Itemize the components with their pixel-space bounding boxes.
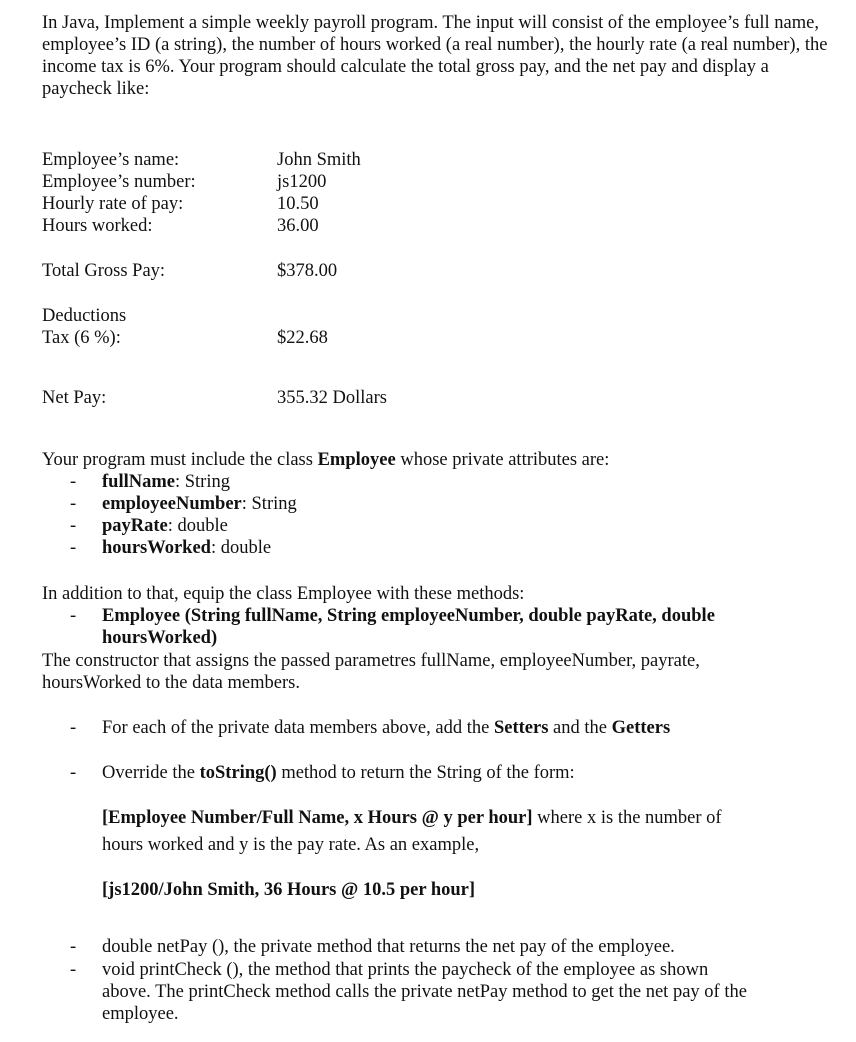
format-pattern: [Employee Number/Full Name, x Hours @ y per hour] <box>102 808 533 828</box>
bullet-dash: - <box>70 718 77 738</box>
attribute-name: payRate <box>102 516 168 536</box>
bullet-dash: - <box>70 606 77 626</box>
attribute-name: employeeNumber <box>102 494 242 514</box>
employee-number-label: Employee’s number: <box>42 172 196 192</box>
printcheck-line1: void printCheck (), the method that prints the paycheck of the employee as shown <box>102 960 709 980</box>
gross-pay-label: Total Gross Pay: <box>42 261 166 281</box>
netpay-item: double netPay (), the private method that returns the net pay of the employee. <box>102 937 675 957</box>
methods-intro: In addition to that, equip the class Employee with these methods: <box>42 584 525 604</box>
gross-pay-value: $378.00 <box>277 261 338 281</box>
attribute-item <box>0 515 856 537</box>
tostring-item <box>102 762 575 784</box>
constructor-desc-line2: hoursWorked to the data members. <box>42 673 300 693</box>
bullet-dash: - <box>70 538 77 558</box>
tostring-pre: Override the <box>102 763 200 783</box>
printcheck-line2: above. The printCheck method calls the private netPay method to get the net pay of the <box>102 982 747 1002</box>
attribute-type: : String <box>174 472 230 492</box>
bullet-dash: - <box>70 937 77 957</box>
employee-number-value: js1200 <box>277 172 327 192</box>
intro-paragraph: In Java, Implement a simple weekly payroll program. The input will consist of the employee’s full name, employee’s ID (a string), the number of hours worked (a real number), the hourly rate (a real number), the income tax is 6%. Your program should calculate the total gross pay, and the net pay and display a paycheck like: <box>42 13 828 99</box>
printcheck-line3: employee. <box>102 1004 179 1024</box>
getters-term: Getters <box>611 718 671 738</box>
setters-term: Setters <box>493 718 549 738</box>
constructor-signature-line2: hoursWorked) <box>102 628 218 648</box>
format-line2: hours worked and y is the pay rate. As an example, <box>102 835 480 855</box>
tostring-example: [js1200/John Smith, 36 Hours @ 10.5 per hour] <box>102 880 476 900</box>
hourly-rate-label: Hourly rate of pay: <box>42 194 184 214</box>
class-intro-pre: Your program must include the class <box>42 450 318 470</box>
setters-getters-item <box>102 717 670 739</box>
format-post: where x is the number of <box>532 808 722 828</box>
hourly-rate-value: 10.50 <box>277 194 319 214</box>
class-intro-post: whose private attributes are: <box>395 450 610 470</box>
employee-name-value: John Smith <box>277 150 361 170</box>
deductions-label: Deductions <box>42 306 127 326</box>
class-name: Employee <box>317 450 396 470</box>
setget-mid: and the <box>548 718 612 738</box>
attribute-type: : String <box>241 494 297 514</box>
attribute-type: : double <box>167 516 228 536</box>
class-intro <box>42 449 609 471</box>
hours-worked-label: Hours worked: <box>42 216 153 236</box>
attribute-name: fullName <box>102 472 175 492</box>
attribute-type: : double <box>210 538 272 558</box>
bullet-dash: - <box>70 516 77 536</box>
bullet-dash: - <box>70 494 77 514</box>
setget-pre: For each of the private data members above, add the <box>102 718 494 738</box>
bullet-dash: - <box>70 472 77 492</box>
bullet-dash: - <box>70 960 77 980</box>
tax-value: $22.68 <box>277 328 328 348</box>
attribute-item <box>0 471 856 493</box>
attribute-item <box>0 537 856 559</box>
tostring-method: toString() <box>199 763 277 783</box>
format-line <box>102 807 722 829</box>
net-pay-value: 355.32 Dollars <box>277 388 387 408</box>
attribute-name: hoursWorked <box>102 538 211 558</box>
hours-worked-value: 36.00 <box>277 216 319 236</box>
attribute-item <box>0 493 856 515</box>
constructor-signature-line1: Employee (String fullName, String employeeNumber, double payRate, double <box>102 606 715 626</box>
bullet-dash: - <box>70 763 77 783</box>
net-pay-label: Net Pay: <box>42 388 107 408</box>
tostring-post: method to return the String of the form: <box>276 763 575 783</box>
constructor-desc-line1: The constructor that assigns the passed parametres fullName, employeeNumber, payrate, <box>42 651 700 671</box>
tax-label: Tax (6 %): <box>42 328 121 348</box>
employee-name-label: Employee’s name: <box>42 150 180 170</box>
